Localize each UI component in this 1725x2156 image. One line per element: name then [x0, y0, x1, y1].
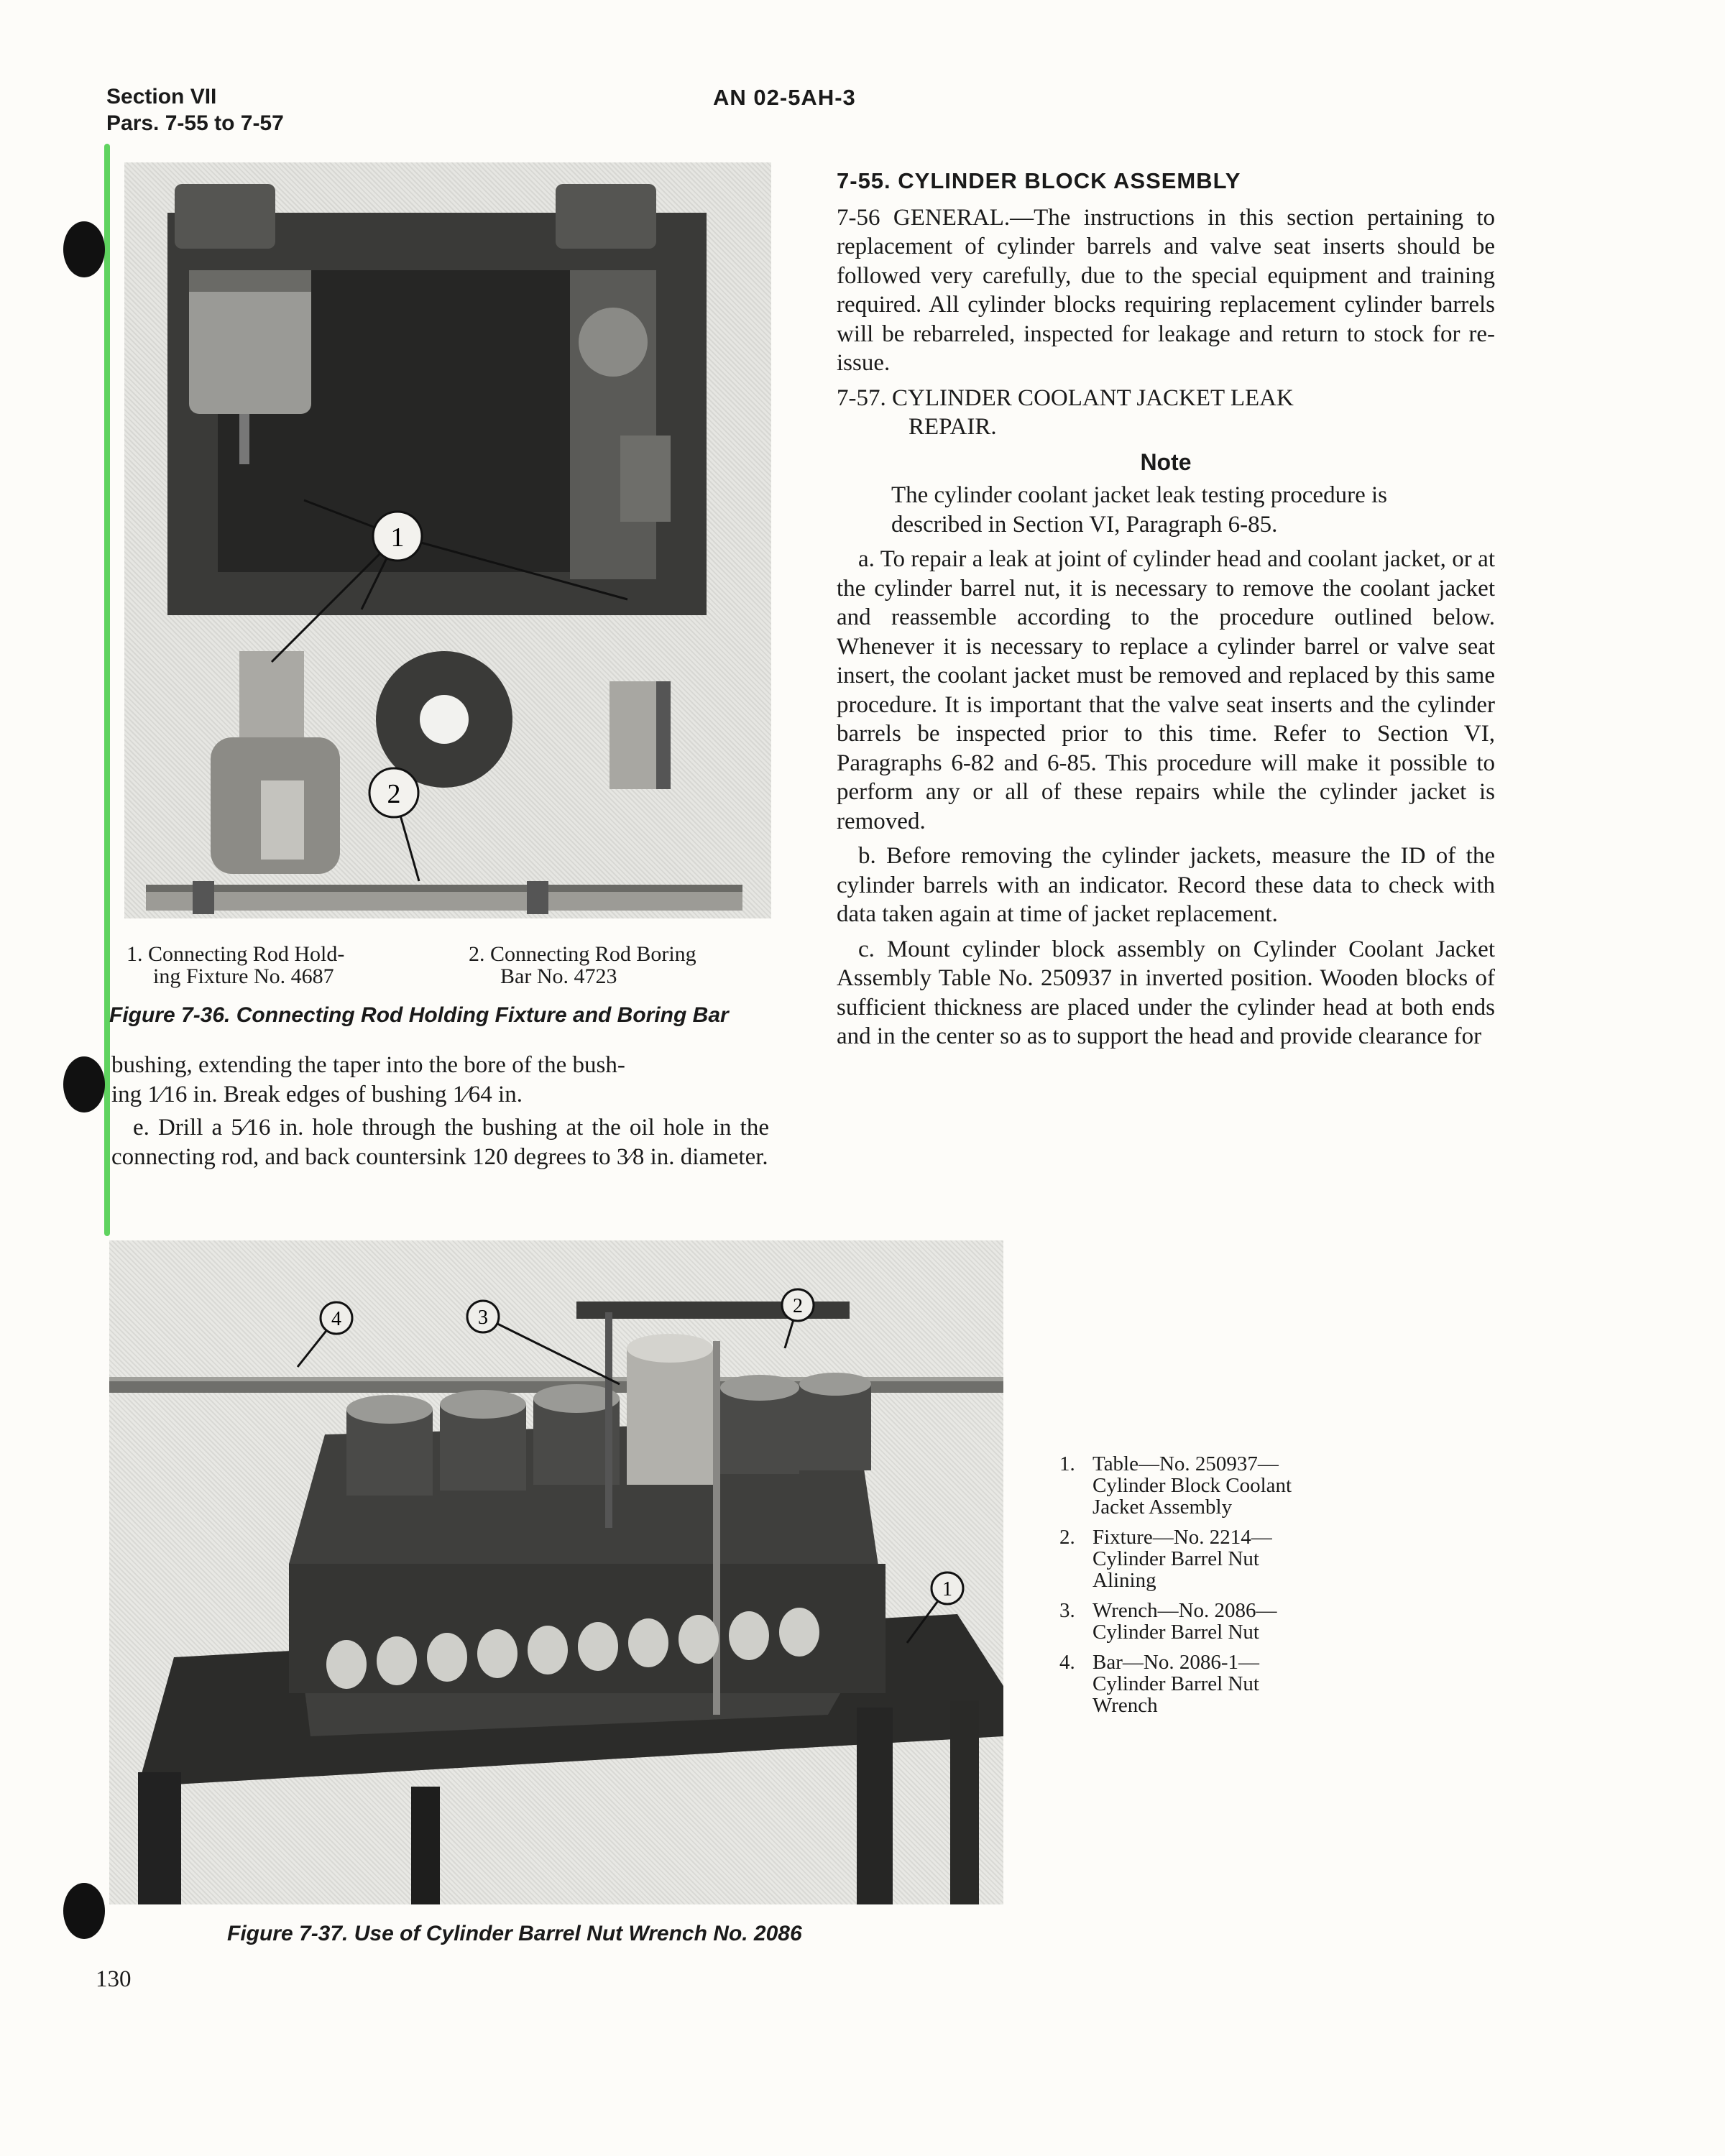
binder-hole [63, 1056, 105, 1112]
figure-7-37-title: Figure 7-37. Use of Cylinder Barrel Nut Wrench No. 2086 [227, 1922, 802, 1945]
paragraph-range: Pars. 7-55 to 7-57 [106, 111, 284, 135]
caption-text: Connecting Rod Hold- [148, 942, 345, 966]
callout-2: 2 [793, 1295, 803, 1317]
paragraph-a: a. To repair a leak at joint of cylinder head and coolant jacket, or at the cylinder barrel nut, it is necessary to remove the coolant jacket and reassemble according to the procedure outlined below. Whenever it is necessary to replace a cylinder barrel or valve seat insert, the coolant jacket must be removed and replaced by this same procedure. It is important that the valve seat inserts and the cylinder barrels be inspected prior to this time. Refer to Section VI, Paragraphs 6-82 and 6-85. This procedure will make it possible to perform any or all of these repairs while the cylinder jacket is removed. [837, 546, 1495, 834]
legend-text: Cylinder Barrel Nut [1092, 1621, 1259, 1644]
margin-change-bar [104, 144, 110, 1236]
callout-4: 4 [331, 1308, 341, 1330]
heading-7-57: 7-57. CYLINDER COOLANT JACKET LEAK [837, 384, 1294, 411]
heading-7-57-cont: REPAIR. [908, 414, 997, 440]
legend-number: 1. [1059, 1452, 1075, 1475]
binder-hole [63, 1883, 105, 1939]
legend-text: Wrench [1092, 1694, 1158, 1717]
right-column [837, 167, 1495, 1057]
figure-7-36-photo [124, 162, 771, 918]
legend-text: Jacket Assembly [1092, 1496, 1233, 1519]
legend-text: Table—No. 250937— [1092, 1452, 1279, 1475]
legend-item-4 [1059, 1651, 1361, 1716]
legend-number: 3. [1059, 1599, 1075, 1622]
legend-text: Cylinder Block Coolant [1092, 1474, 1292, 1497]
caption-text: Bar No. 4723 [500, 964, 617, 988]
text-line: ing 1⁄16 in. Break edges of bushing 1⁄64 in. [111, 1081, 523, 1107]
paragraph-c: c. Mount cylinder block assembly on Cylinder Coolant Jacket Assembly Table No. 250937 in inverted position. Wooden blocks of sufficient thickness are placed under the cylinder head at both ends and in the center so as to support the head and provide clearance for [837, 936, 1495, 1049]
left-column [111, 1051, 769, 1177]
legend-number: 2. [1059, 1526, 1075, 1549]
caption-text: Connecting Rod Boring [490, 942, 696, 966]
text-line: bushing, extending the taper into the bore of the bush- [111, 1052, 625, 1078]
callout-3: 3 [478, 1307, 488, 1329]
section-label: Section VII [106, 85, 217, 109]
callout-1: 1 [390, 522, 405, 553]
note-heading: Note [1140, 448, 1192, 475]
legend-text: Alining [1092, 1569, 1156, 1592]
document-id: AN 02-5AH-3 [713, 85, 856, 110]
legend-number: 4. [1059, 1651, 1075, 1674]
legend-text: Wrench—No. 2086— [1092, 1599, 1277, 1622]
caption-number: 1. [126, 942, 143, 966]
legend-text: Bar—No. 2086-1— [1092, 1651, 1259, 1674]
legend-text: Cylinder Barrel Nut [1092, 1672, 1259, 1695]
caption-item-2 [469, 943, 778, 987]
legend-item-2 [1059, 1526, 1361, 1591]
paragraph-e: e. Drill a 5⁄16 in. hole through the bushing at the oil hole in the connecting rod, and back countersink 120 degrees to 3⁄8 in. diameter. [111, 1115, 769, 1170]
figure-7-36-title: Figure 7-36. Connecting Rod Holding Fixture and Boring Bar [109, 1003, 729, 1027]
note-body: The cylinder coolant jacket leak testing procedure is described in Section VI, Paragraph 6-85. [891, 482, 1387, 538]
paragraph-b: b. Before removing the cylinder jackets, measure the ID of the cylinder barrels with an indicator. Record these data to check with data taken again at time of jacket replacement. [837, 843, 1495, 927]
binder-hole [63, 221, 105, 277]
caption-number: 2. [469, 942, 485, 966]
paragraph-7-56: 7-56 GENERAL.—The instructions in this section pertaining to replacement of cylinder barrels and valve seat inserts should be followed very carefully, due to the special equipment and training required. All cylinder blocks requiring replacement cylinder barrels will be rebarreled, inspected for leakage and return to stock for re-issue. [837, 204, 1495, 376]
caption-text: ing Fixture No. 4687 [153, 964, 334, 988]
callout-2: 2 [387, 779, 401, 809]
heading-7-55: 7-55. CYLINDER BLOCK ASSEMBLY [837, 168, 1241, 193]
cylinder-block-illustration [109, 1240, 1003, 1904]
legend-item-1 [1059, 1453, 1361, 1518]
figure-7-37-photo [109, 1240, 1003, 1904]
paragraph-d-continuation [111, 1051, 769, 1109]
fixture-illustration [124, 162, 771, 918]
caption-item-1 [126, 943, 443, 987]
legend-text: Fixture—No. 2214— [1092, 1526, 1272, 1549]
legend-item-3 [1059, 1600, 1361, 1643]
figure-7-37-legend [1059, 1453, 1361, 1725]
legend-text: Cylinder Barrel Nut [1092, 1547, 1259, 1570]
callout-1: 1 [942, 1578, 952, 1600]
page-number: 130 [96, 1966, 132, 1992]
